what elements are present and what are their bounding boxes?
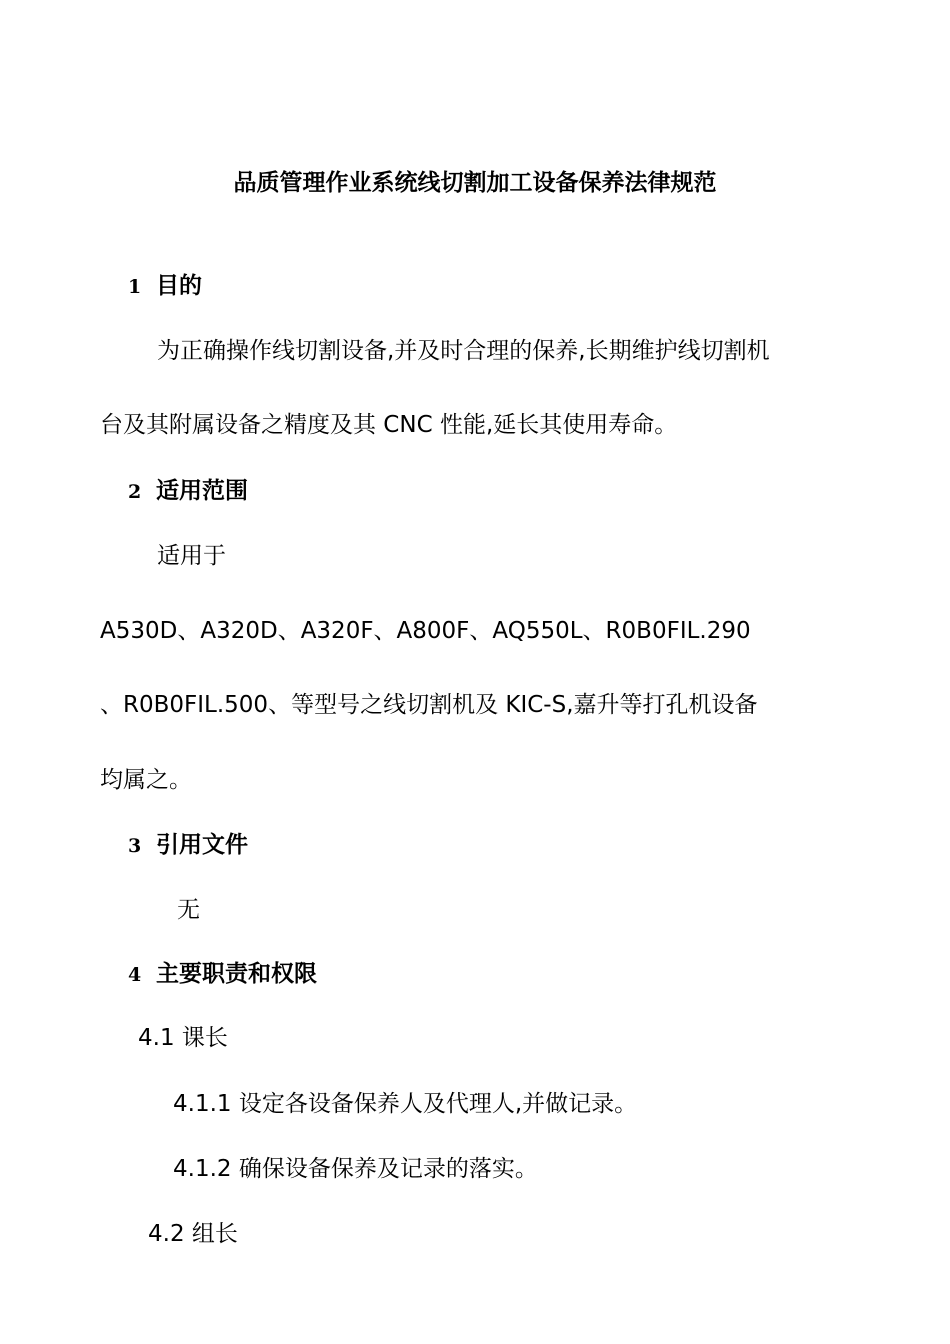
section-3-paragraph-line-1: 无 xyxy=(177,897,200,923)
section-3-number: 3 xyxy=(128,835,142,857)
section-1-number: 1 xyxy=(128,276,142,298)
section-1-paragraph-line-2: 台及其附属设备之精度及其 CNC 性能,延长其使用寿命。 xyxy=(100,412,678,438)
document-title: 品质管理作业系统线切割加工设备保养法律规范 xyxy=(233,170,717,196)
section-3-title: 引用文件 xyxy=(156,832,248,858)
section-2-paragraph-line-1: 适用于 xyxy=(157,543,226,569)
item-4-1-1: 4.1.1 设定各设备保养人及代理人,并做记录。 xyxy=(173,1091,638,1117)
section-4-heading xyxy=(128,959,317,990)
section-3-heading xyxy=(128,830,248,861)
section-2-number: 2 xyxy=(128,481,142,503)
section-1-heading xyxy=(128,271,202,302)
subsection-4-2-label: 4.2 组长 xyxy=(148,1221,238,1247)
section-4-number: 4 xyxy=(128,964,142,986)
section-2-paragraph-line-4: 均属之。 xyxy=(100,767,192,793)
item-4-1-2: 4.1.2 确保设备保养及记录的落实。 xyxy=(173,1156,538,1182)
section-2-paragraph-line-3: 、R0B0FIL.500、等型号之线切割机及 KIC-S,嘉升等打孔机设备 xyxy=(100,692,758,718)
section-1-title: 目的 xyxy=(156,273,202,299)
section-2-title: 适用范围 xyxy=(156,478,248,504)
section-1-paragraph-line-1: 为正确操作线切割设备,并及时合理的保养,长期维护线切割机 xyxy=(157,338,770,364)
section-2-heading xyxy=(128,476,248,507)
subsection-4-1-label: 4.1 课长 xyxy=(138,1025,228,1051)
section-2-paragraph-line-2: A530D、A320D、A320F、A800F、AQ550L、R0B0FIL.290 xyxy=(100,618,751,644)
section-4-title: 主要职责和权限 xyxy=(156,961,317,987)
